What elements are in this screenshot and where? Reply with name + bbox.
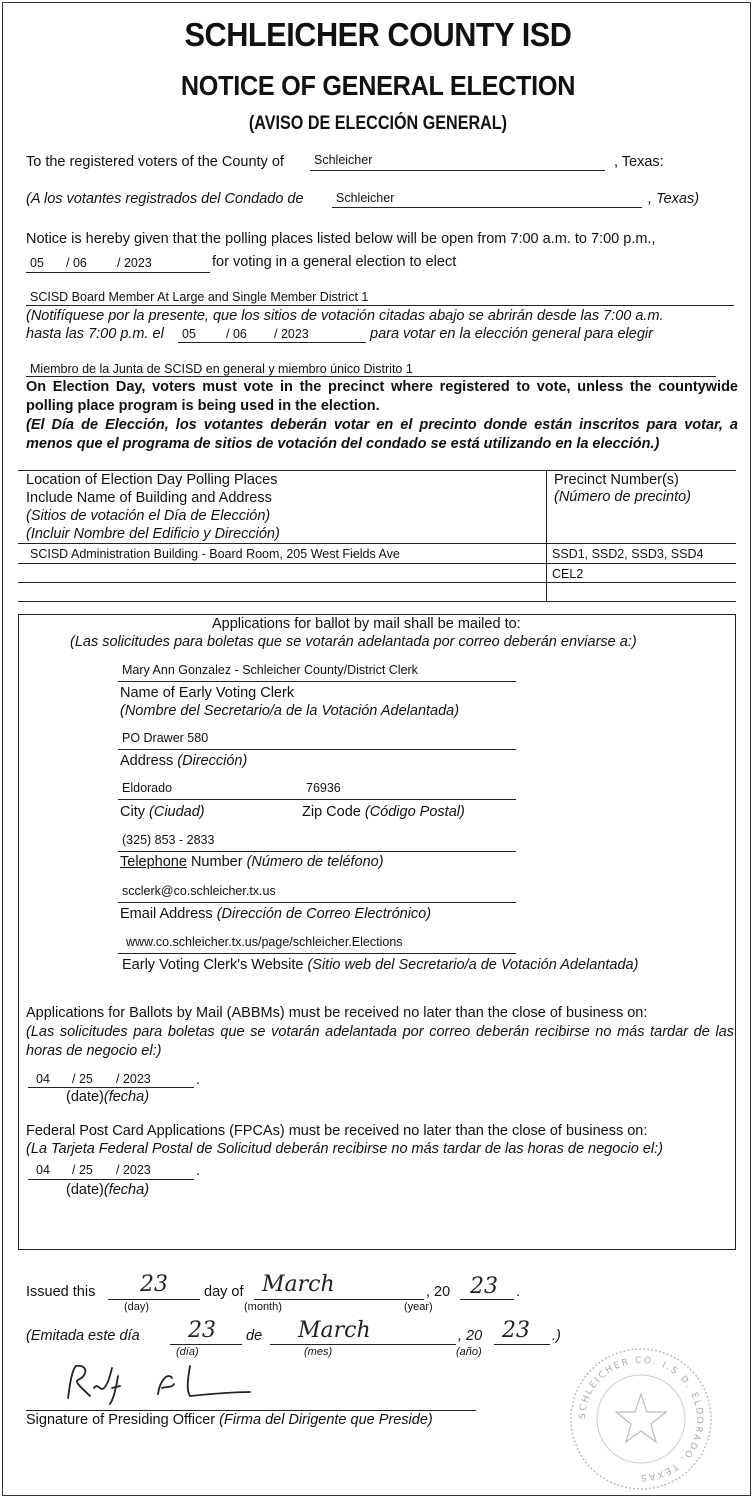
email-line [118,902,516,903]
phone-label-b: Number [190,854,243,870]
day-label-es: (día) [176,1346,199,1358]
election-date-month: 05 [30,256,44,270]
day-label: (day) [124,1301,150,1313]
table-row-border [18,582,736,583]
table-cell-precinct: CEL2 [552,567,584,581]
office-value: SCISD Board Member At Large and Single Member District 1 [30,290,369,304]
fpca-text: Federal Post Card Applications (FPCAs) must be received no later than the close of business on: [26,1123,648,1139]
issued-day-es-line [170,1344,242,1345]
table-bottom-border [18,601,736,602]
table-header-location: Location of Election Day Polling Places [26,472,278,488]
fpca-date-label: (date) [66,1182,104,1198]
issued-this-text: Issued this [26,1284,96,1300]
election-date-line [26,272,210,273]
abbm-date-day: / 25 [72,1072,93,1086]
table-cell-precinct: SSD1, SSD2, SSD3, SSD4 [552,547,704,561]
table-header-precinct-es: (Número de precinto) [554,489,691,505]
city-zip-line [118,799,516,800]
signature-line [26,1410,476,1411]
city-label: City [120,804,145,820]
email-label: Email Address [120,906,213,922]
abbm-date-label-es: (fecha) [103,1089,150,1105]
issued-day-es-handwritten: 23 [188,1318,216,1343]
issued-day-line [108,1299,200,1300]
election-date-year: / 2023 [117,256,152,270]
table-header-border [18,543,736,544]
city-label-es: (Ciudad) [149,804,205,820]
email-value: scclerk@co.schleicher.tx.us [122,884,276,898]
abbm-date-line [28,1087,194,1088]
abbm-date-month: 04 [36,1072,50,1086]
election-day-notice-es: (El Día de Elección, los votantes deberán votar en el precinto donde están inscritos para votar, a menos que el programa de sitios de votación del condado se está utilizando en la elección.) [26,417,738,452]
for-voting-text: for voting in a general election to elect [212,254,457,270]
year-label-es: (año) [456,1346,482,1358]
table-header-location-es: (Sitios de votación el Día de Elección) [26,508,271,524]
issued-month-handwritten: March [262,1272,335,1297]
city-value: Eldorado [122,781,173,795]
fpca-date-label-es: (fecha) [103,1182,150,1198]
zip-label-es: (Código Postal) [364,804,465,820]
texas-text: , Texas: [614,154,664,170]
office-line [26,305,734,306]
to-voters-text-es: (A los votantes registrados del Condado de [26,191,304,207]
website-label: Early Voting Clerk's Website [122,957,304,973]
table-top-border [18,470,736,471]
signature-label: Signature of Presiding Officer [26,1412,216,1428]
issued-period: . [516,1284,521,1300]
county-line-es [332,207,642,208]
zip-value: 76936 [306,781,341,795]
election-date-es-year: / 2023 [274,327,309,341]
county-line [310,170,605,171]
fpca-date-month: 04 [36,1163,50,1177]
texas-text-es: , Texas) [648,191,700,207]
seal-text: SCHLEICHER CO. I.S.D. ELDORADO, TEXAS [577,1355,705,1483]
election-date-es-line [178,342,366,343]
issued-year-line [460,1299,514,1300]
website-line [118,953,516,954]
abbm-text: Applications for Ballots by Mail (ABBMs) must be received no later than the close of business on: [26,1005,648,1021]
notice-text-es-2a: hasta las 7:00 p.m. el [26,326,164,342]
fpca-text-es: (La Tarjeta Federal Postal de Solicitud deberán recibirse no más tardar de las horas de negocio el:) [26,1141,664,1157]
zip-label: Zip Code [302,804,361,820]
office-value-es: Miembro de la Junta de SCISD en general y miembro único Distrito 1 [30,362,413,376]
notice-text: Notice is hereby given that the polling places listed below will be open from 7:00 a.m. to 7:00 p.m., [26,231,656,247]
presiding-officer-signature [60,1358,260,1410]
issued-year-es-line [494,1344,550,1345]
phone-line [118,851,516,852]
table-header-location-sub: Include Name of Building and Address [26,490,272,506]
document-subtitle: NOTICE OF GENERAL ELECTION [180,70,576,101]
signature-label-es: (Firma del Dirigente que Preside) [219,1412,433,1428]
address-value: PO Drawer 580 [122,731,209,745]
document-subtitle-es: (AVISO DE ELECCIÓN GENERAL) [248,113,508,134]
issued-year-es-handwritten: 23 [502,1318,530,1343]
election-date-es-month: 05 [182,327,196,341]
election-date-es-day: / 06 [226,327,247,341]
document-title: SCHLEICHER COUNTY ISD [184,16,572,53]
county-value-es: Schleicher [336,191,395,205]
to-voters-text: To the registered voters of the County of [26,154,284,170]
website-value: www.co.schleicher.tx.us/page/schleicher.Elections [126,935,403,949]
abbm-date-label: (date) [66,1089,104,1105]
address-line [118,749,516,750]
election-day-notice: On Election Day, voters must vote in the precinct where registered to vote, unless the countywide polling place program is being used in the election. [26,379,738,414]
issued-year-handwritten: 23 [470,1274,498,1299]
issued-month-es-line [270,1344,456,1345]
phone-label: Telephone [120,854,187,870]
clerk-name-label: Name of Early Voting Clerk [120,685,295,701]
county-value: Schleicher [314,153,373,167]
email-label-es: (Dirección de Correo Electrónico) [216,906,432,922]
fpca-date-day: / 25 [72,1163,93,1177]
day-of-text: day of [204,1284,244,1300]
district-seal [566,1344,716,1494]
table-row-border [18,563,736,564]
phone-label-es: (Número de teléfono) [246,854,384,870]
fpca-date-line [28,1179,194,1180]
year-prefix: , 20 [426,1284,451,1300]
year-prefix-es: , 20 [458,1328,483,1344]
issued-es-text: (Emitada este día [26,1328,140,1344]
abbm-text-es: (Las solicitudes para boletas que se votarán adelantada por correo deberán recibirse no más tardar de las horas de negocio el:) [26,1024,734,1059]
address-label-es: (Dirección) [177,753,248,769]
table-header-location-sub-es: (Incluir Nombre del Edificio y Dirección) [26,526,280,542]
abbm-date-year: / 2023 [116,1072,151,1086]
fpca-date-year: / 2023 [116,1163,151,1177]
month-label: (month) [244,1301,282,1313]
close-paren: .) [552,1328,561,1344]
month-label-es: (mes) [304,1346,333,1358]
clerk-name-line [118,681,516,682]
table-header-precinct: Precinct Number(s) [554,472,679,488]
election-date-day: / 06 [66,256,87,270]
issued-day-handwritten: 23 [140,1272,168,1297]
notice-text-es-2b: para votar en la elección general para elegir [370,326,653,342]
mail-heading: Applications for ballot by mail shall be mailed to: [212,616,521,632]
issued-month-es-handwritten: March [298,1318,371,1343]
website-label-es: (Sitio web del Secretario/a de Votación Adelantada) [307,957,639,973]
address-label: Address [120,753,174,769]
de-text: de [246,1328,263,1344]
notice-text-es-1: (Notifíquese por la presente, que los sitios de votación citadas abajo se abrirán desde las 7:00 a.m. [26,308,664,324]
clerk-name-value: Mary Ann Gonzalez - Schleicher County/District Clerk [122,663,418,677]
clerk-name-label-es: (Nombre del Secretario/a de la Votación Adelantada) [120,703,460,719]
office-line-es [26,376,716,377]
year-label: (year) [404,1301,433,1313]
mail-heading-es: (Las solicitudes para boletas que se votarán adelantada por correo deberán enviarse a:) [70,634,637,650]
phone-value: (325) 853 - 2833 [122,833,215,847]
issued-month-line [254,1299,424,1300]
table-cell-location: SCISD Administration Building - Board Room, 205 West Fields Ave [30,547,400,561]
